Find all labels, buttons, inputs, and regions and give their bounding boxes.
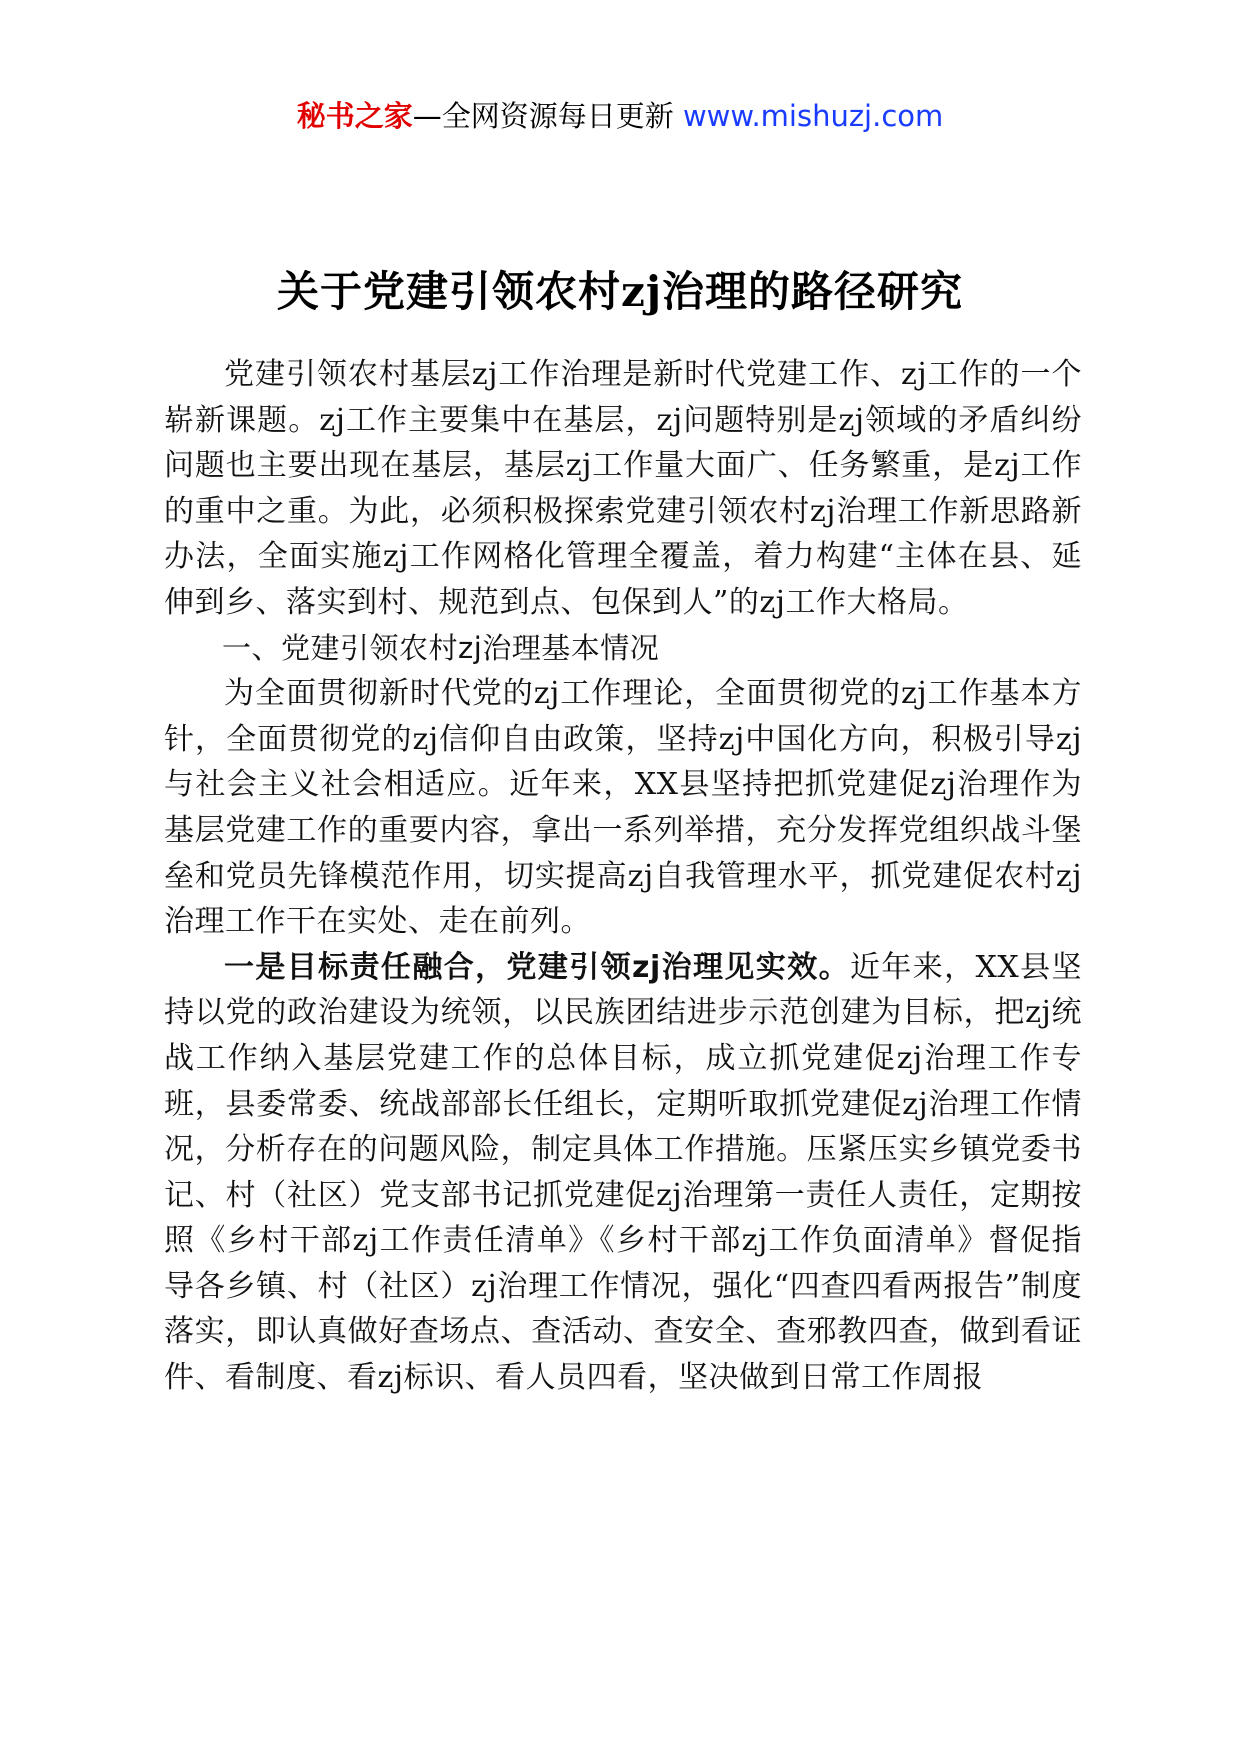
section-paragraph: 为全面贯彻新时代党的zj工作理论，全面贯彻党的zj工作基本方针，全面贯彻党的zj信仰自由政策，坚持zj中国化方向，积极引导zj与社会主义社会相适应。近年来，XX县坚持把抓党建促zj治理作为基层党建工作的重要内容，拿出一系列举措，充分发挥党组织战斗堡垒和党员先锋模范作用，切实提高zj自我管理水平，抓党建促农村zj治理工作干在实处、走在前列。: [164, 676, 1082, 940]
intro-paragraph: 党建引领农村基层zj工作治理是新时代党建工作、zj工作的一个崭新课题。zj工作主要集中在基层，zj问题特别是zj领域的矛盾纠纷问题也主要出现在基层，基层zj工作量大面广、任务繁重，是zj工作的重中之重。为此，必须积极探索党建引领农村zj治理工作新思路新办法，全面实施zj工作网格化管理全覆盖，着力构建“主体在县、延伸到乡、落实到村、规范到点、包保到人”的zj工作大格局。: [164, 357, 1082, 620]
site-header: [0, 96, 1240, 136]
point-paragraph: [164, 945, 1082, 1401]
point-lead: 一是目标责任融合，党建引领zj治理见实效。: [224, 949, 850, 985]
point-text: 近年来，XX县坚持以党的政治建设为统领，以民族团结进步示范创建为目标，把zj统战工作纳入基层党建工作的总体目标，成立抓党建促zj治理工作专班，县委常委、统战部部长任组长，定期听取抓党建促zj治理工作情况，分析存在的问题风险，制定具体工作措施。压紧压实乡镇党委书记、村（社区）党支部书记抓党建促zj治理第一责任人责任，定期按照《乡村干部zj工作责任清单》《乡村干部zj工作负面清单》督促指导各乡镇、村（社区）zj治理工作情况，强化“四查四看两报告”制度落实，即认真做好查场点、查活动、查安全、查邪教四查，做到看证件、看制度、看zj标识、看人员四看，坚决做到日常工作周报: [164, 949, 1082, 1396]
header-tagline: —全网资源每日更新: [412, 99, 674, 133]
section-heading: 一、党建引领农村zj治理基本情况: [222, 630, 660, 665]
site-url-link[interactable]: www.mishuzj.com: [682, 99, 944, 133]
brand-name: 秘书之家: [296, 99, 413, 133]
document-title: 关于党建引领农村zj治理的路径研究: [276, 267, 964, 317]
document-body: [164, 352, 1082, 1401]
